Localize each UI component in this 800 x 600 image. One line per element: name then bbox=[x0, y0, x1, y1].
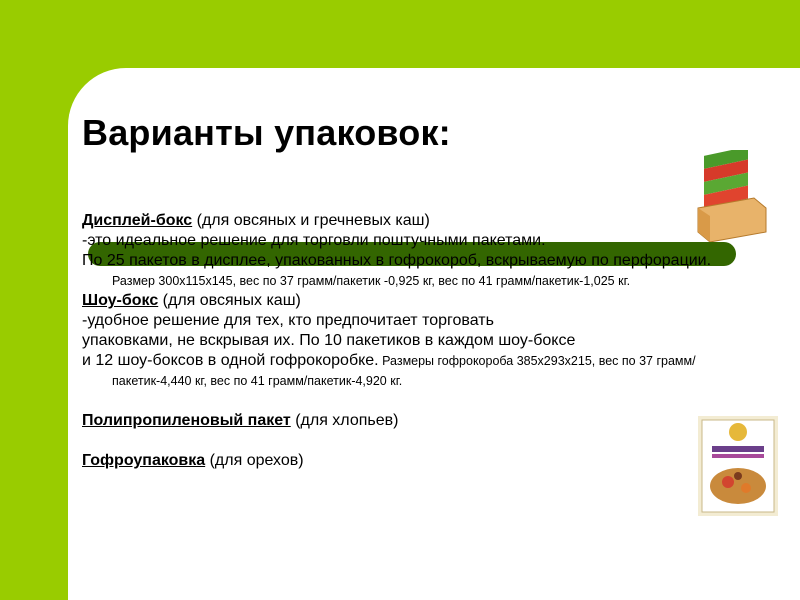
display-box-note: (для овсяных и гречневых каш) bbox=[192, 212, 430, 229]
corrugated-note: (для орехов) bbox=[205, 452, 304, 469]
corrugated-line bbox=[82, 451, 722, 471]
show-box-line-2: упаковками, не вскрывая их. По 10 пакетиков в каждом шоу-боксе bbox=[82, 332, 576, 349]
show-box-details: Размеры гофрокороба 385х293х215, вес по 37 грамм/пакетик-4,440 кг, вес по 41 грамм/пакетик-4,920 кг. bbox=[112, 354, 696, 388]
show-box-heading: Шоу-бокс bbox=[82, 292, 159, 309]
display-box-heading-line bbox=[82, 211, 722, 231]
show-box-note: (для овсяных каш) bbox=[158, 292, 301, 309]
pp-bag-heading: Полипропиленовый пакет bbox=[82, 412, 291, 429]
display-box-line-2: По 25 пакетов в дисплее, упакованных в гофрокороб, вскрываемую по перфорации. Размер 300х115х145, вес по 37 грамм/пакетик -0,925 кг, вес по 41 грамм/пакетик-1,025 кг. bbox=[82, 252, 712, 288]
display-box-line-1: -это идеальное решение для торговли поштучными пакетами. bbox=[82, 232, 546, 249]
display-box-details: Размер 300х115х145, вес по 37 грамм/пакетик -0,925 кг, вес по 41 грамм/пакетик-1,025 кг. bbox=[112, 274, 631, 288]
pp-bag-line bbox=[82, 411, 722, 431]
show-box-line-1: -удобное решение для тех, кто предпочитает торговать bbox=[82, 312, 494, 329]
packaging-text bbox=[82, 211, 722, 471]
slide-title: Варианты упаковок: bbox=[82, 112, 451, 153]
show-box-heading-line bbox=[82, 291, 722, 311]
display-box-heading: Дисплей-бокс bbox=[82, 212, 193, 229]
pp-bag-note: (для хлопьев) bbox=[290, 412, 399, 429]
corrugated-heading: Гофроупаковка bbox=[82, 452, 206, 469]
show-box-line-3: и 12 шоу-боксов в одной гофрокоробке. Размеры гофрокороба 385х293х215, вес по 37 грамм/пакетик-4,440 кг, вес по 41 грамм/пакетик-4,920 кг. bbox=[82, 352, 696, 388]
